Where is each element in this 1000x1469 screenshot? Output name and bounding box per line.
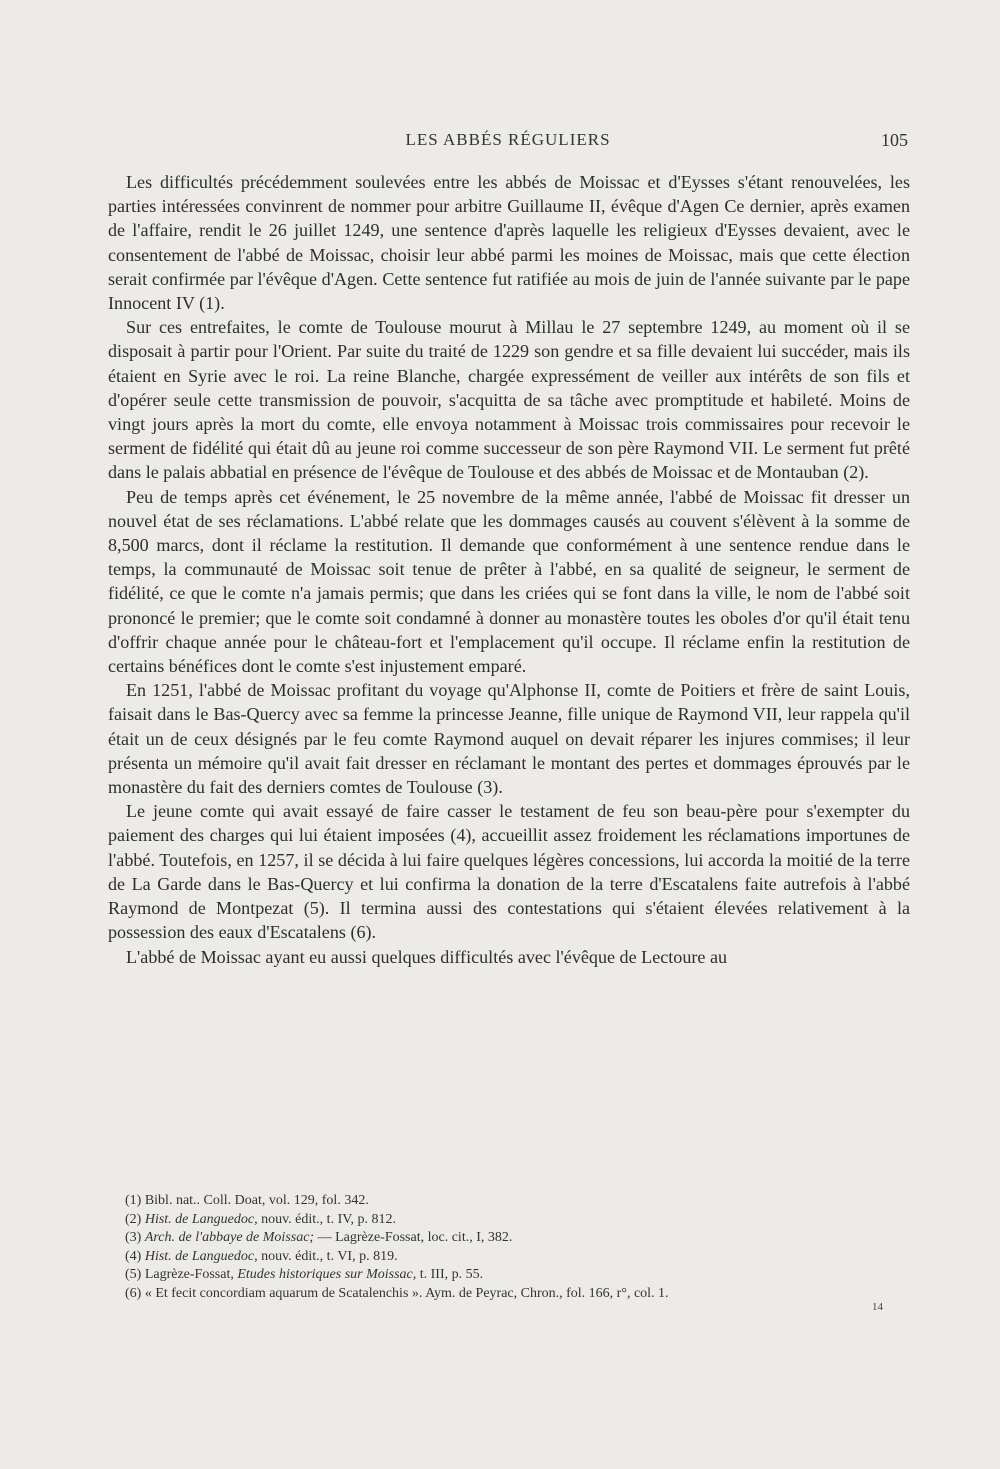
footnote xyxy=(125,1211,885,1230)
footnote-italic: Arch. de l'abbaye de Moissac; xyxy=(144,1230,315,1246)
footnote-italic: Hist. de Languedoc, xyxy=(144,1248,258,1264)
footnote-text: t. III, p. 55. xyxy=(416,1267,484,1283)
footnote-number: (6) xyxy=(125,1285,142,1301)
footnote-text: — Lagrèze-Fossat, loc. cit., I, 382. xyxy=(314,1230,513,1246)
paragraph: Les difficultés précédemment soulevées entre les abbés de Moissac et d'Eysses s'étant renouvelées, les parties intéressées convinrent de nommer pour arbitre Guillaume II, évêque d'Agen Ce dernier, après examen de l'affaire, rendit le 26 juillet 1249, une sentence d'après laquelle les religieux d'Eysses devaient, avec le consentement de l'abbé de Moissac, choisir leur abbé parmi les moines de Moissac, mais que cette élection serait confirmée par l'évêque d'Agen. Cette sentence fut ratifiée au mois de juin de l'année suivante par le pape Innocent IV (1). xyxy=(108,172,910,314)
paragraph: Le jeune comte qui avait essayé de faire casser le testament de feu son beau-père pour s'exempter du paiement des charges qui lui étaient imposées (4), accueillit assez froidement les réclamations importunes de l'abbé. Toutefois, en 1257, il se décida à lui faire quelques légères concessions, lui accorda la moitié de la terre de La Garde dans le Bas-Quercy et lui confirma la donation de la terre d'Escatalens faite autrefois à l'abbé Raymond de Montpezat (5). Il termina aussi des contestations qui s'étaient élevées relativement à la possession des eaux d'Escatalens (6). xyxy=(108,801,910,943)
footnote-text: « Et fecit concordiam aquarum de Scatalenchis ». Aym. de Peyrac, Chron., fol. 166, r°, col. 1. xyxy=(144,1285,669,1301)
footnote-text: nouv. édit., t. IV, p. 812. xyxy=(257,1211,397,1227)
signature-mark: 14 xyxy=(872,1301,883,1313)
footnote-number: (4) xyxy=(125,1248,142,1264)
page-number: 105 xyxy=(881,130,908,150)
footnote-text: Lagrèze-Fossat, xyxy=(144,1267,238,1283)
footnote-number: (3) xyxy=(125,1230,142,1246)
footnotes xyxy=(125,1192,885,1304)
body-text xyxy=(108,170,910,969)
paragraph: Peu de temps après cet événement, le 25 novembre de la même année, l'abbé de Moissac fit dresser un nouvel état de ses réclamations. L'abbé relate que les dommages causés au couvent s'élèvent à la somme de 8,500 marcs, dont il réclame la restitution. Il demande que conformément à une sentence rendue dans le temps, la communauté de Moissac soit tenue de prêter à l'abbé, en sa qualité de seigneur, le serment de fidélité, ce que le comte n'a jamais permis; que dans les criées qui se font dans la ville, le nom de l'abbé soit prononcé le premier; que le comte soit condamné à donner au monastère toutes les oboles d'or qu'il était tenu d'offrir chaque année pour le château-fort et l'emplacement qu'il occupe. Il réclame enfin la restitution de certains bénéfices dont le comte s'est injustement emparé. xyxy=(108,486,910,677)
paragraph: Sur ces entrefaites, le comte de Toulouse mourut à Millau le 27 septembre 1249, au moment où il se disposait à partir pour l'Orient. Par suite du traité de 1229 son gendre et sa fille devaient lui succéder, mais ils étaient en Syrie avec le roi. La reine Blanche, chargée expressément de veiller aux intérêts de son fils et d'opérer seule cette transmission de pouvoir, s'acquitta de sa tâche avec promptitude et habileté. Moins de vingt jours après la mort du comte, elle envoya notamment à Moissac trois commissaires pour recevoir le serment de fidélité qui était dû au jeune roi comme successeur de son père Raymond VII. Le serment fut prêté dans le palais abbatial en présence de l'évêque de Toulouse et des abbés de Moissac et de Montauban (2). xyxy=(108,317,910,483)
paragraph: En 1251, l'abbé de Moissac profitant du voyage qu'Alphonse II, comte de Poitiers et frère de saint Louis, faisait dans le Bas-Quercy avec sa femme la princesse Jeanne, fille unique de Raymond VII, leur rappela qu'il était un de ceux désignés par le feu comte Raymond auquel on devait réparer les injures commises; il leur présenta un mémoire qu'il avait fait dresser en réclamant le montant des pertes et dommages éprouvés par le monastère du fait des derniers comtes de Toulouse (3). xyxy=(108,680,910,798)
footnote xyxy=(125,1266,885,1285)
footnote-italic: Etudes historiques sur Moissac, xyxy=(237,1267,417,1283)
paragraph: L'abbé de Moissac ayant eu aussi quelques difficultés avec l'évêque de Lectoure au xyxy=(126,946,728,967)
footnote xyxy=(125,1285,885,1304)
footnote xyxy=(125,1192,885,1211)
footnote-number: (5) xyxy=(125,1267,142,1283)
footnote-number: (1) xyxy=(125,1193,142,1208)
page-header xyxy=(108,130,908,156)
footnote-italic: Hist. de Languedoc, xyxy=(144,1211,258,1227)
footnote-text: nouv. édit., t. VI, p. 819. xyxy=(257,1248,398,1264)
footnote-text: Bibl. nat.. Coll. Doat, vol. 129, fol. 342. xyxy=(144,1193,369,1208)
footnote-number: (2) xyxy=(125,1211,142,1227)
running-title: LES ABBÉS RÉGULIERS xyxy=(405,130,611,149)
footnote xyxy=(125,1248,885,1267)
footnote xyxy=(125,1229,885,1248)
